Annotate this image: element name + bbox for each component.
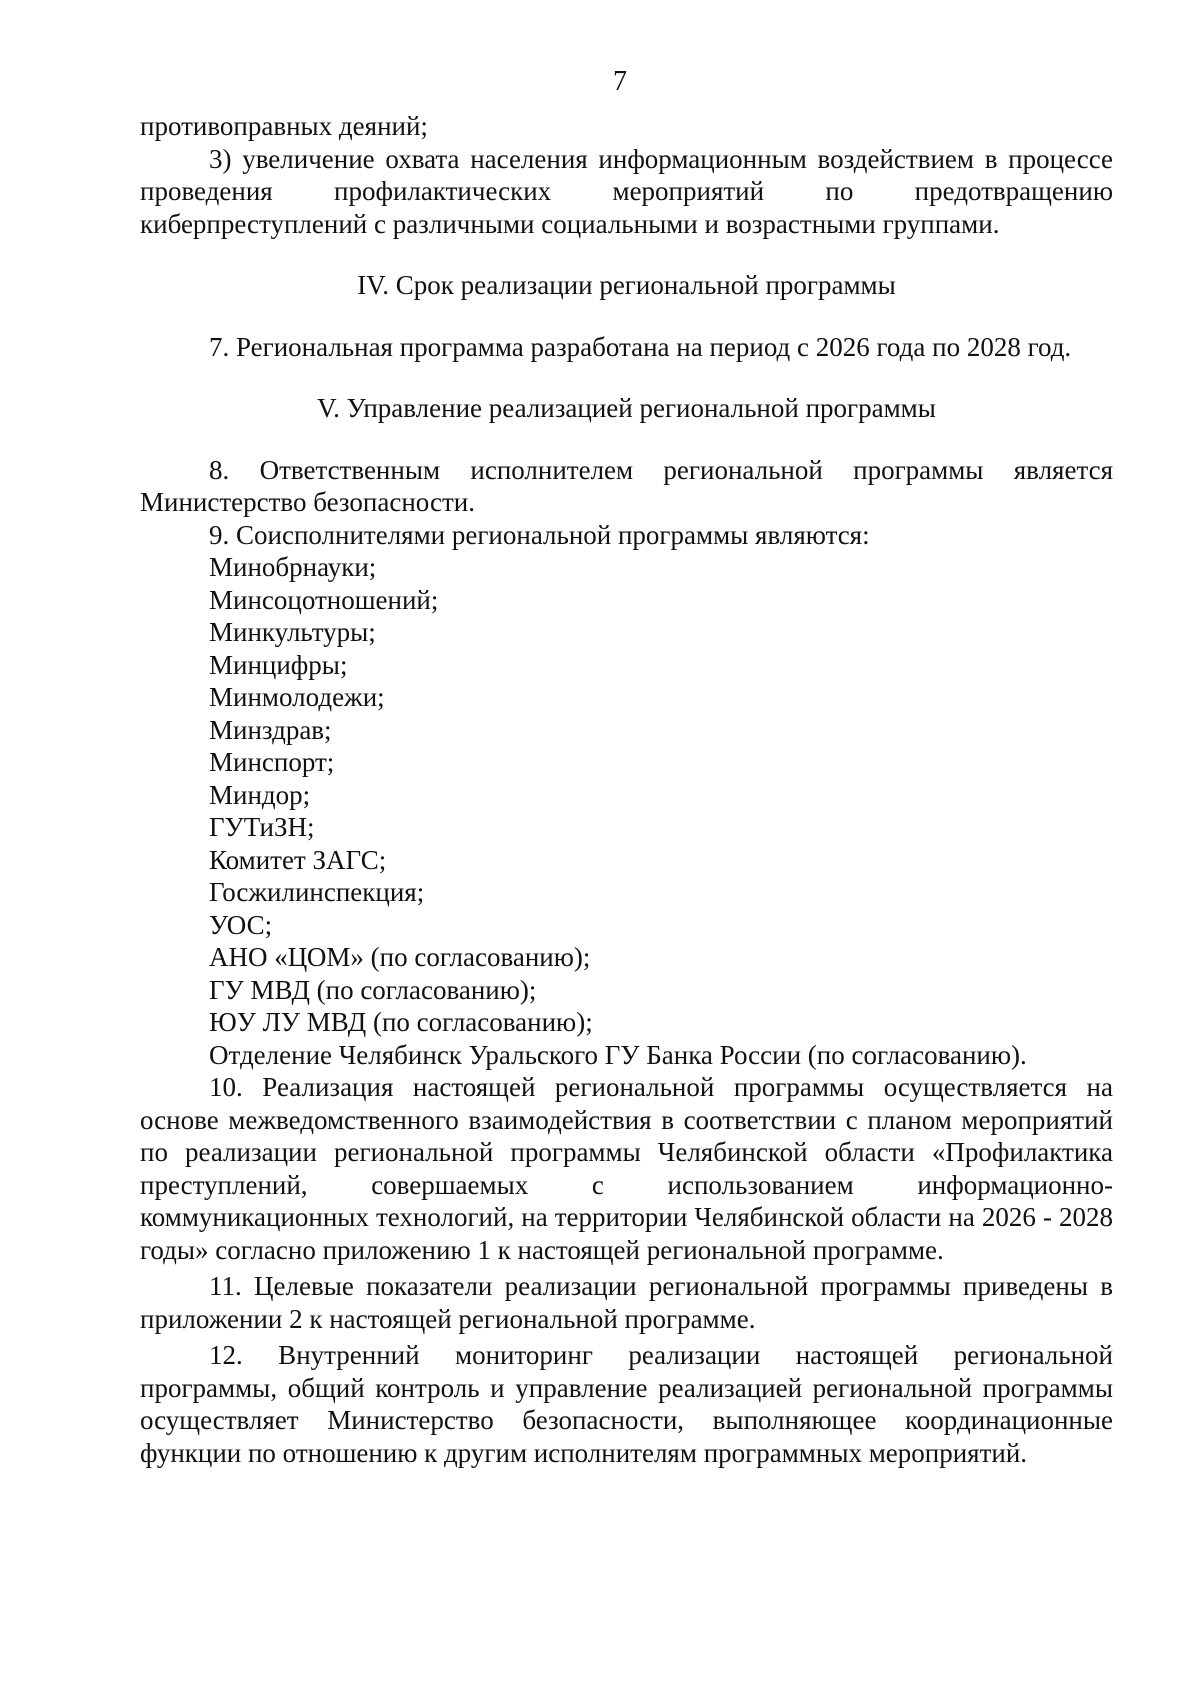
list-item: Госжилинспекция; xyxy=(209,877,425,907)
list-item: Минздрав; xyxy=(209,714,332,745)
section-iv-heading: IV. Срок реализации региональной программы xyxy=(357,270,896,300)
list-item: ГУ МВД (по согласованию); xyxy=(209,974,537,1005)
paragraph-item-11: 11. Целевые показатели реализации региональной программы приведены в приложении 2 к настоящей региональной программе. xyxy=(140,1271,1113,1334)
section-v-heading: V. Управление реализацией региональной программы xyxy=(317,393,936,423)
list-item: Миндор; xyxy=(209,779,311,810)
list-item: Минкультуры; xyxy=(209,617,376,647)
list-item: ГУТиЗН; xyxy=(209,812,315,842)
paragraph-item-3: 3) увеличение охвата населения информационным воздействием в процессе проведения профилактических мероприятий по предотвращению киберпреступлений с различными социальными и возрастными группами. xyxy=(140,143,1113,239)
paragraph-item-12: 12. Внутренний мониторинг реализации настоящей региональной программы, общий контроль и управление реализацией региональной программы осуществляет Министерство безопасности, выполняющее координационные функции по отношению к другим исполнителям программных мероприятий. xyxy=(140,1340,1113,1468)
list-item: АНО «ЦОМ» (по согласованию); xyxy=(209,942,591,972)
paragraph-item-10: 10. Реализация настоящей региональной программы осуществляется на основе межведомственного взаимодействия в соответствии с планом мероприятий по реализации региональной программы Челябинской области «Профилактика преступлений, совершаемых с использованием информационно-коммуникационных технологий, на территории Челябинской области на 2026 - 2028 годы» согласно приложению 1 к настоящей региональной программе. xyxy=(140,1072,1113,1265)
list-item: Минцифры; xyxy=(209,649,348,680)
list-item: Минобрнауки; xyxy=(209,552,377,582)
page-number: 7 xyxy=(613,66,627,97)
paragraph-item-9: 9. Соисполнителями региональной программы являются: xyxy=(209,519,870,550)
paragraph-item-7: 7. Региональная программа разработана на период с 2026 года по 2028 год. xyxy=(209,331,1072,362)
list-item: Отделение Челябинск Уральского ГУ Банка России (по согласованию). xyxy=(209,1039,1027,1070)
document-body xyxy=(140,110,1113,1469)
paragraph-continuation: противоправных деяний; xyxy=(140,111,428,141)
co-executors-list xyxy=(140,551,1113,1071)
list-item: Минспорт; xyxy=(209,747,335,777)
list-item: Минмолодежи; xyxy=(209,682,385,712)
paragraph-item-8: 8. Ответственным исполнителем региональной программы является Министерство безопасности. xyxy=(140,454,1113,517)
list-item: Комитет ЗАГС; xyxy=(209,844,387,875)
list-item: УОС; xyxy=(209,909,273,940)
list-item: ЮУ ЛУ МВД (по согласованию); xyxy=(209,1007,593,1037)
list-item: Минсоцотношений; xyxy=(209,584,439,615)
